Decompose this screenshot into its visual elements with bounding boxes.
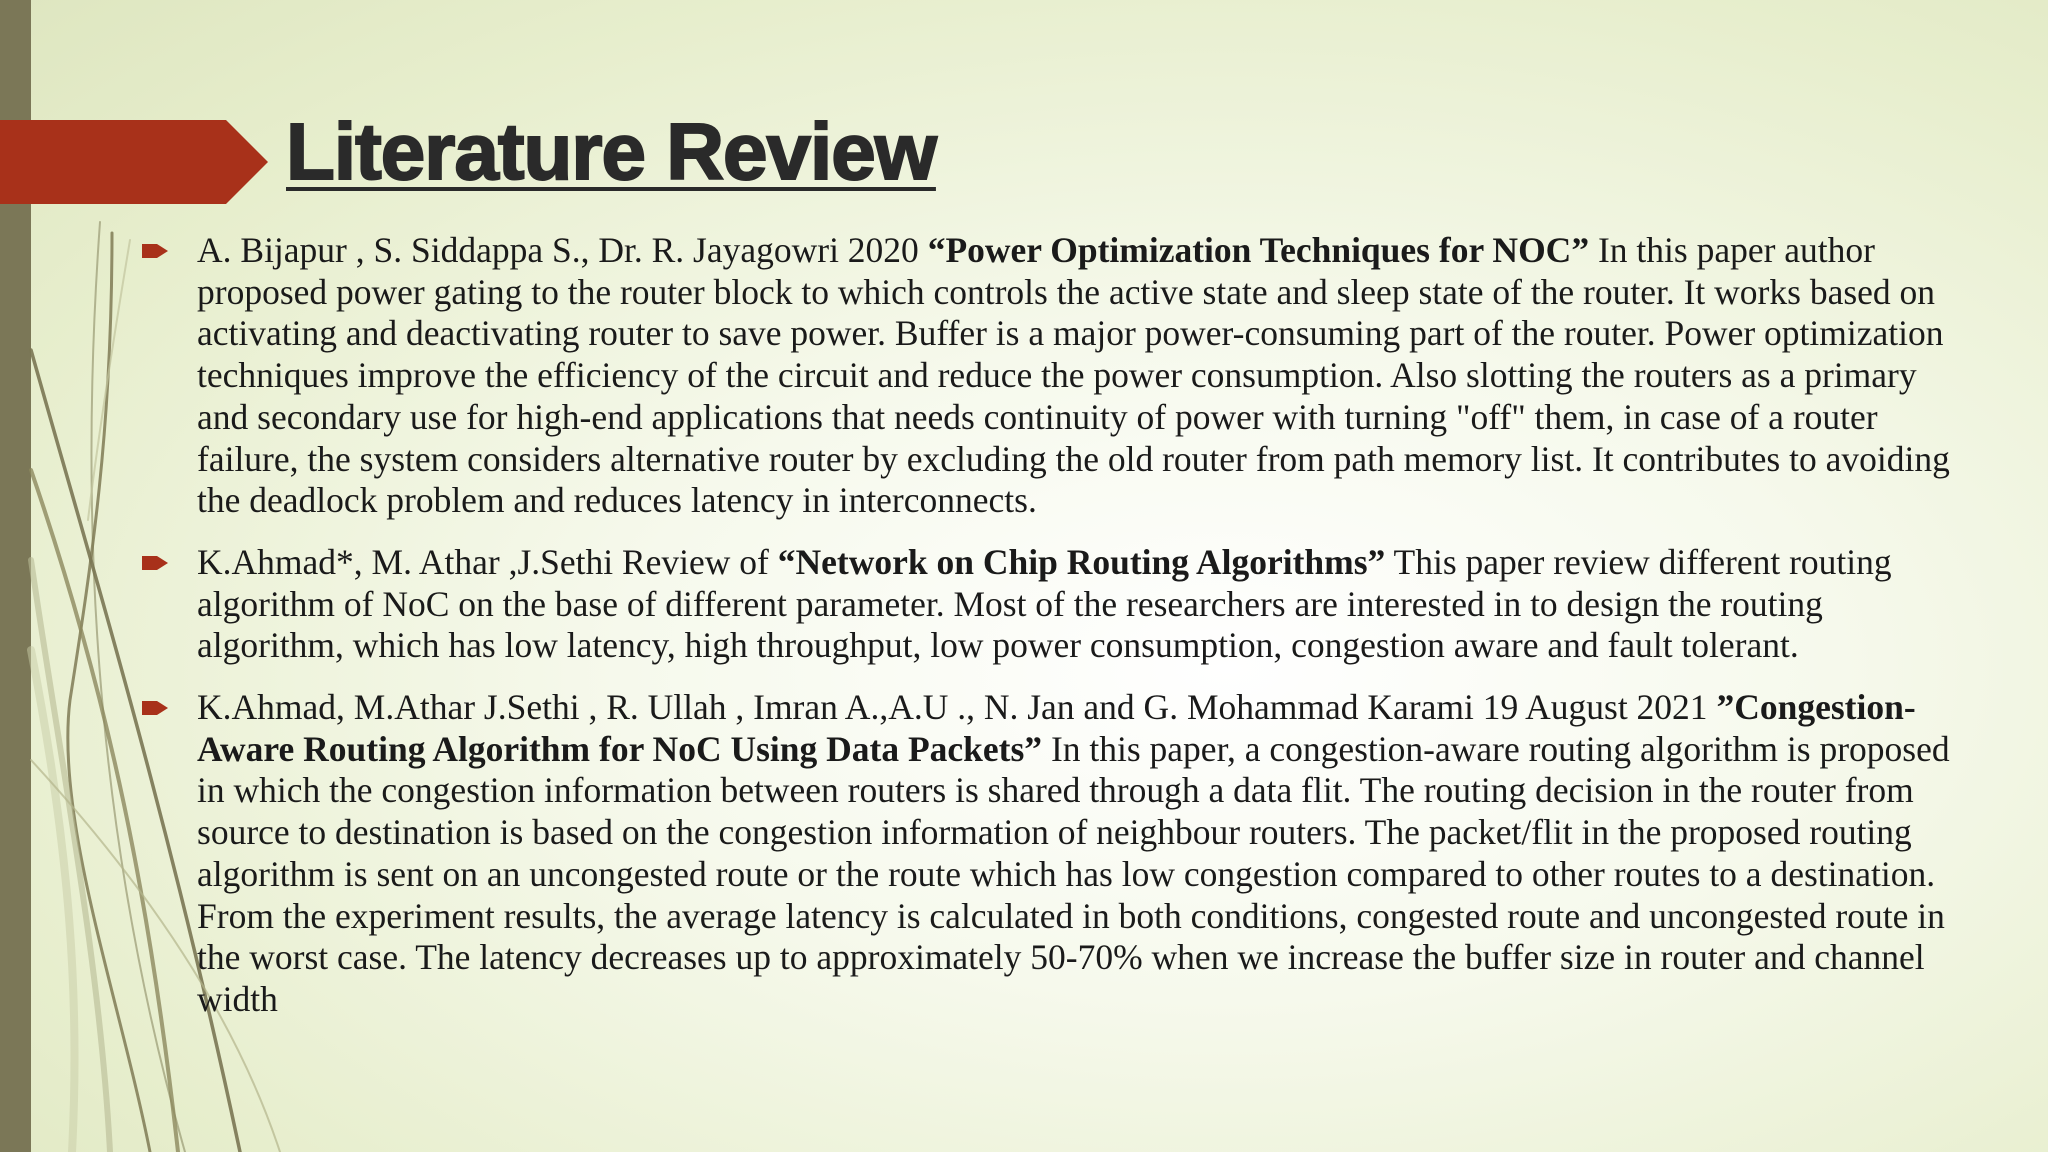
arrow-bullet-icon xyxy=(142,701,168,715)
reference-list xyxy=(140,230,1970,1041)
reference-paper-title: ”Congestion-Aware Routing Algorithm for NoC Using Data Packets” xyxy=(197,687,1916,769)
reference-authors: A. Bijapur , S. Siddappa S., Dr. R. Jayagowri 2020 xyxy=(197,230,928,270)
reference-authors: K.Ahmad, M.Athar J.Sethi , R. Ullah , Imran A.,A.U ., N. Jan and G. Mohammad Karami 19 August 2021 xyxy=(197,687,1717,728)
reference-item-2 xyxy=(140,542,1970,667)
reference-authors: K.Ahmad*, M. Athar ,J.Sethi Review of xyxy=(197,541,778,582)
arrow-bullet-icon xyxy=(142,556,168,570)
reference-paper-title: “Power Optimization Techniques for NOC” xyxy=(927,230,1590,270)
reference-paper-title: “Network on Chip Routing Algorithms” xyxy=(777,541,1386,582)
reference-summary: In this paper, a congestion-aware routing algorithm is proposed in which the congestion information between routers is shared through a data flit. The routing decision in the router from source to destination is based on the congestion information of neighbour routers. The packet/flit in the proposed routing algorithm is sent on an uncongested route or the route which has low congestion compared to other routes to a destination. From the experiment results, the average latency is calculated in both conditions, congested route and uncongested route in the worst case. The latency decreases up to approximately 50-70% when we increase the buffer size in router and channel width xyxy=(197,728,1950,1019)
arrow-bullet-icon xyxy=(142,244,168,258)
reference-summary: In this paper author proposed power gating to the router block to which controls the active state and sleep state of the router. It works based on activating and deactivating router to save power. Buffer is a major power-consuming part of the router. Power optimization techniques improve the efficiency of the circuit and reduce the power consumption. Also slotting the routers as a primary and secondary use for high-end applications that needs continuity of power with turning "off" them, in case of a router failure, the system considers alternative router by excluding the old router from path memory list. It contributes to avoiding the deadlock problem and reduces latency in interconnects. xyxy=(197,230,1950,521)
reference-item-1 xyxy=(140,230,1970,522)
slide-title: Literature Review xyxy=(286,107,936,196)
reference-item-3 xyxy=(140,687,1970,1021)
title-accent-arrow xyxy=(0,120,268,204)
reference-summary: This paper review different routing algorithm of NoC on the base of different parameter. Most of the researchers are interested in to design the routing algorithm, which has low latency, high throughput, low power consumption, congestion aware and fault tolerant. xyxy=(197,541,1892,666)
